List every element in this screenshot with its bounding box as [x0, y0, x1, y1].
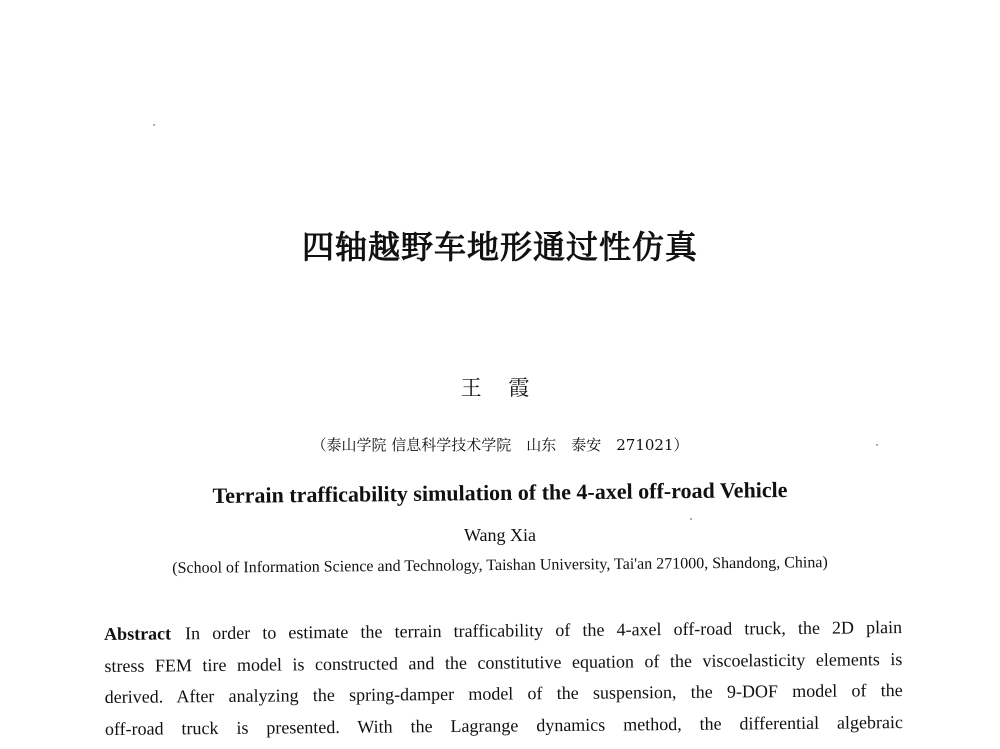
abstract-line: off-road truck is presented. With the Lagrange dynamics method, the differential algebraic [104, 711, 904, 739]
abstract-block [104, 612, 903, 745]
abstract-line: stress FEM tire model is constructed and the constitutive equation of the viscoelasticity elements is [104, 648, 903, 676]
english-affiliation: (School of Information Science and Technology, Taishan University, Tai'an 271000, Shandong, China) [172, 554, 828, 577]
chinese-author: 王 霞 [460, 376, 540, 400]
english-title: Terrain trafficability simulation of the 4-axel off-road Vehicle [212, 476, 788, 509]
abstract-line: derived. After analyzing the spring-damper model of the suspension, the 9-DOF model of the [104, 680, 903, 707]
chinese-title: 四轴越野车地形通过性仿真 [301, 228, 698, 266]
english-author: Wang Xia [463, 525, 537, 545]
chinese-affiliation: （泰山学院 信息科学技术学院 山东 泰安 271021） [311, 436, 689, 454]
scan-speck [153, 124, 155, 126]
abstract-label: Abstract [104, 623, 172, 644]
scan-speck [690, 518, 692, 520]
abstract-text: In order to estimate the terrain trafficability of the 4-axel off-road truck, the 2D plain [185, 617, 903, 644]
